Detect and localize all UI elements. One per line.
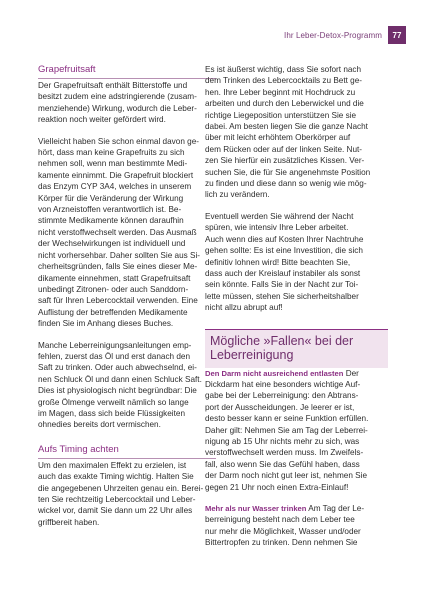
darm-text: Der Dickdarm hat eine besonders wichtige Auf- gabe bei der Leberreinigung: den Abtrans- port der Ausscheidungen. Je leerer er ist, desto besser kann er seine Funktion erfüllen. Daher gilt: Nehmen Sie am Tag der Leberrei- nigung ab 15 Uhr nichts mehr zu sich, was verstoffwechselt werden muss. Im Zweifels- fall, also wenn Sie das Gefühl haben, dass der Darm noch nicht gut leer ist, nehmen Sie gegen 21 Uhr noch einen Extra-Einlauf! xyxy=(205,368,369,492)
timing-paragraph: Um den maximalen Effekt zu erzielen, ist auch das exakte Timing wichtig. Halten Sie die angegebenen Uhrzeiten genau ein. Berei- ten Sie rechtzeitig Lebercocktail und Leber- wickel vor, damit Sie dann um 22 Uhr alles griffbereit haben. xyxy=(38,460,204,527)
wasser-paragraph xyxy=(205,503,388,549)
running-title: Ihr Leber-Detox-Programm xyxy=(284,30,382,40)
night-paragraph: Eventuell werden Sie während der Nacht spüren, wie intensiv Ihre Leber arbeitet. Auch wenn dies auf Kosten Ihrer Nachtruhe gehen sollte: Es ist eine Investition, die sich definitiv lohnen wird! Bitte beachten Sie, dass auch der Kreislauf instabiler als sonst sein könnte. Falls Sie in der Nacht zur Toi- lette müssen, stehen Sie sicherheitshalber nicht allzu abrupt auf! xyxy=(205,211,364,313)
grapefruit-paragraph: Der Grapefruitsaft enthält Bitterstoffe und besitzt zudem eine adstringierende (zusam- menziehende) Wirkung, wodurch die Leber- reaktion noch weiter gefördert wird. xyxy=(38,81,197,125)
timing-heading: Aufs Timing achten xyxy=(38,444,216,459)
darm-run-in-heading: Den Darm nicht ausreichend entlasten xyxy=(205,368,344,378)
page-number: 77 xyxy=(388,26,406,44)
section-title: Mögliche »Fallen« bei der Leberreinigung xyxy=(205,329,388,368)
right-column xyxy=(205,64,388,549)
wasser-run-in-heading: Mehr als nur Wasser trinken xyxy=(205,504,307,513)
left-column xyxy=(38,64,216,528)
order-paragraph: Manche Leberreinigungsanleitungen emp- fehlen, zuerst das Öl und erst danach den Saft zu trinken. Oder auch abwechselnd, ei- nen Schluck Öl und dann einen Schluck Saft. Dies ist physiologisch nicht begründbar: Die große Ölmenge verweilt nämlich so lange im Magen, dass sich beide Flüssigkeiten ohnedies bereits dort vermischen. xyxy=(38,340,202,430)
medication-paragraph: Vielleicht haben Sie schon einmal davon ge- hört, dass man keine Grapefruits zu sich nehmen soll, wenn man bestimmte Medi- kamente einnimmt. Die Grapefruit blockiert das Enzym CYP 3A4, welches in unserem Körper für die Veränderung der Wirkung von Arzneistoffen verantwortlich ist. Be- stimmte Medikamente können daraufhin nicht verstoffwechselt werden. Das Ausmaß der Wechselwirkungen ist individuell und nicht vorhersehbar. Daher sollten Sie aus Si- cherheitsgründen, falls Sie eines dieser Me- dikamente einnehmen, statt Grapefruitsaft unbedingt Zitronen- oder auch Sanddorn- saft für Ihren Lebercocktail verwenden. Eine Auflistung der betreffenden Medikamente finden Sie im Anhang dieses Buches. xyxy=(38,136,201,329)
grapefruit-heading: Grapefruitsaft xyxy=(38,64,216,79)
darm-paragraph xyxy=(205,368,388,493)
running-header xyxy=(284,26,406,44)
wasser-text: Am Tag der Le- berreinigung besteht nach dem Leber tee nur mehr die Möglichkeit, Wasser und/oder Bittertropfen zu trinken. Denn nehmen Sie xyxy=(205,504,365,548)
bedtime-paragraph: Es ist äußerst wichtig, dass Sie sofort nach dem Trinken des Lebercocktails zu Bett ge- hen. Ihre Leber beginnt mit Hochdruck zu arbeiten und durch den Leberwickel und die richtige Liegeposition unterstützen Sie sie dabei. Am besten liegen Sie die ganze Nacht über mit leicht erhöhtem Oberkörper auf dem Rücken oder auf der linken Seite. Nut- zen Sie hierfür ein zusätzliches Kissen. Ver- suchen Sie, die für Sie angenehmste Position zu finden und diese dann so wenig wie mög- lich zu verändern. xyxy=(205,65,371,200)
